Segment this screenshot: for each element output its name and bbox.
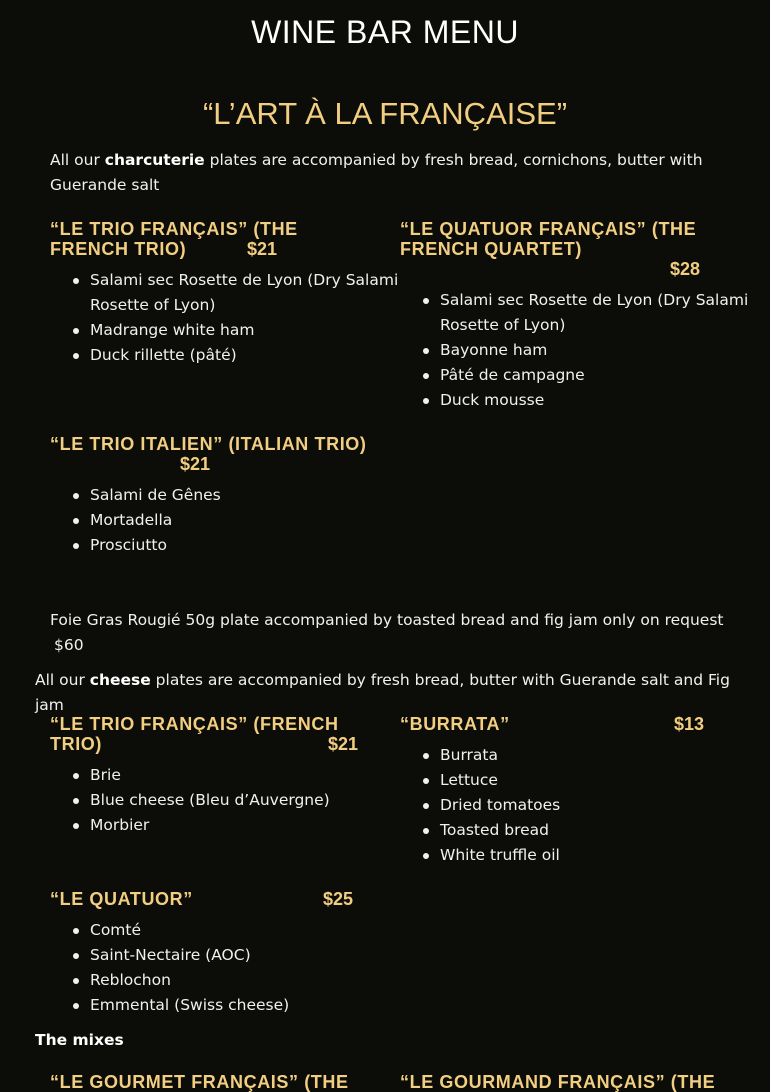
list-item: Blue cheese (Bleu d’Auvergne) [90, 788, 400, 813]
foie-gras-text: Foie Gras Rougié 50g plate accompanied by toasted bread and fig jam only on request [50, 611, 724, 629]
menu-item-title: “LE TRIO ITALIEN” (ITALIAN TRIO) [50, 434, 367, 454]
menu-item-title: “LE TRIO FRANÇAIS” (FRENCH TRIO) [50, 714, 339, 754]
menu-item-price: $25 [323, 889, 354, 909]
item-list [50, 268, 400, 368]
page-title: WINE BAR MENU [251, 14, 519, 50]
list-item: Salami sec Rosette de Lyon (Dry Salami Rosette of Lyon) [90, 268, 400, 318]
list-item: Prosciutto [90, 533, 400, 558]
list-item: Morbier [90, 813, 400, 838]
list-item: White truffle oil [440, 843, 750, 868]
list-item: Pâté de campagne [440, 363, 750, 388]
menu-item-title: “LE GOURMET FRANÇAIS” (THE [50, 1072, 349, 1092]
menu-item-price: $28 [670, 259, 701, 279]
menu-item-price: $13 [674, 714, 705, 734]
list-item: Burrata [440, 743, 750, 768]
list-item: Lettuce [440, 768, 750, 793]
menu-item-title: “LE GOURMAND FRANÇAIS” (THE [400, 1072, 716, 1092]
list-item: Saint-Nectaire (AOC) [90, 943, 400, 968]
list-item: Comté [90, 918, 400, 943]
menu-item-title: “LE QUATUOR” [50, 889, 193, 909]
cheese-intro: All our cheese plates are accompanied by fresh bread, butter with Guerande salt and Fig jam [35, 671, 730, 714]
list-item: Toasted bread [440, 818, 750, 843]
menu-item-price: $21 [328, 734, 359, 754]
list-item: Reblochon [90, 968, 400, 993]
item-list [400, 288, 750, 413]
list-item: Madrange white ham [90, 318, 400, 343]
list-item: Dried tomatoes [440, 793, 750, 818]
section-title: “L’ART À LA FRANÇAISE” [202, 96, 568, 131]
list-item: Duck rillette (pâté) [90, 343, 400, 368]
mixes-heading: The mixes [35, 1031, 124, 1049]
charcuterie-intro: All our charcuterie plates are accompanied by fresh bread, cornichons, butter with Guerande salt [50, 151, 703, 194]
menu-item-price: $21 [180, 454, 211, 474]
item-list [50, 763, 400, 838]
list-item: Salami de Gênes [90, 483, 400, 508]
menu-item-title: “LE QUATUOR FRANÇAIS” (THE FRENCH QUARTET) [400, 219, 697, 259]
menu-item-price: $21 [247, 239, 278, 259]
list-item: Bayonne ham [440, 338, 750, 363]
list-item: Emmental (Swiss cheese) [90, 993, 400, 1018]
list-item: Salami sec Rosette de Lyon (Dry Salami Rosette of Lyon) [440, 288, 750, 338]
item-list [50, 483, 400, 558]
item-list [50, 918, 400, 1018]
menu-item-title: “LE TRIO FRANÇAIS” (THE FRENCH TRIO) [50, 219, 298, 259]
foie-gras-price: $60 [54, 636, 84, 654]
list-item: Duck mousse [440, 388, 750, 413]
menu-item-title: “BURRATA” [400, 714, 510, 734]
item-list [400, 743, 750, 868]
list-item: Brie [90, 763, 400, 788]
list-item: Mortadella [90, 508, 400, 533]
